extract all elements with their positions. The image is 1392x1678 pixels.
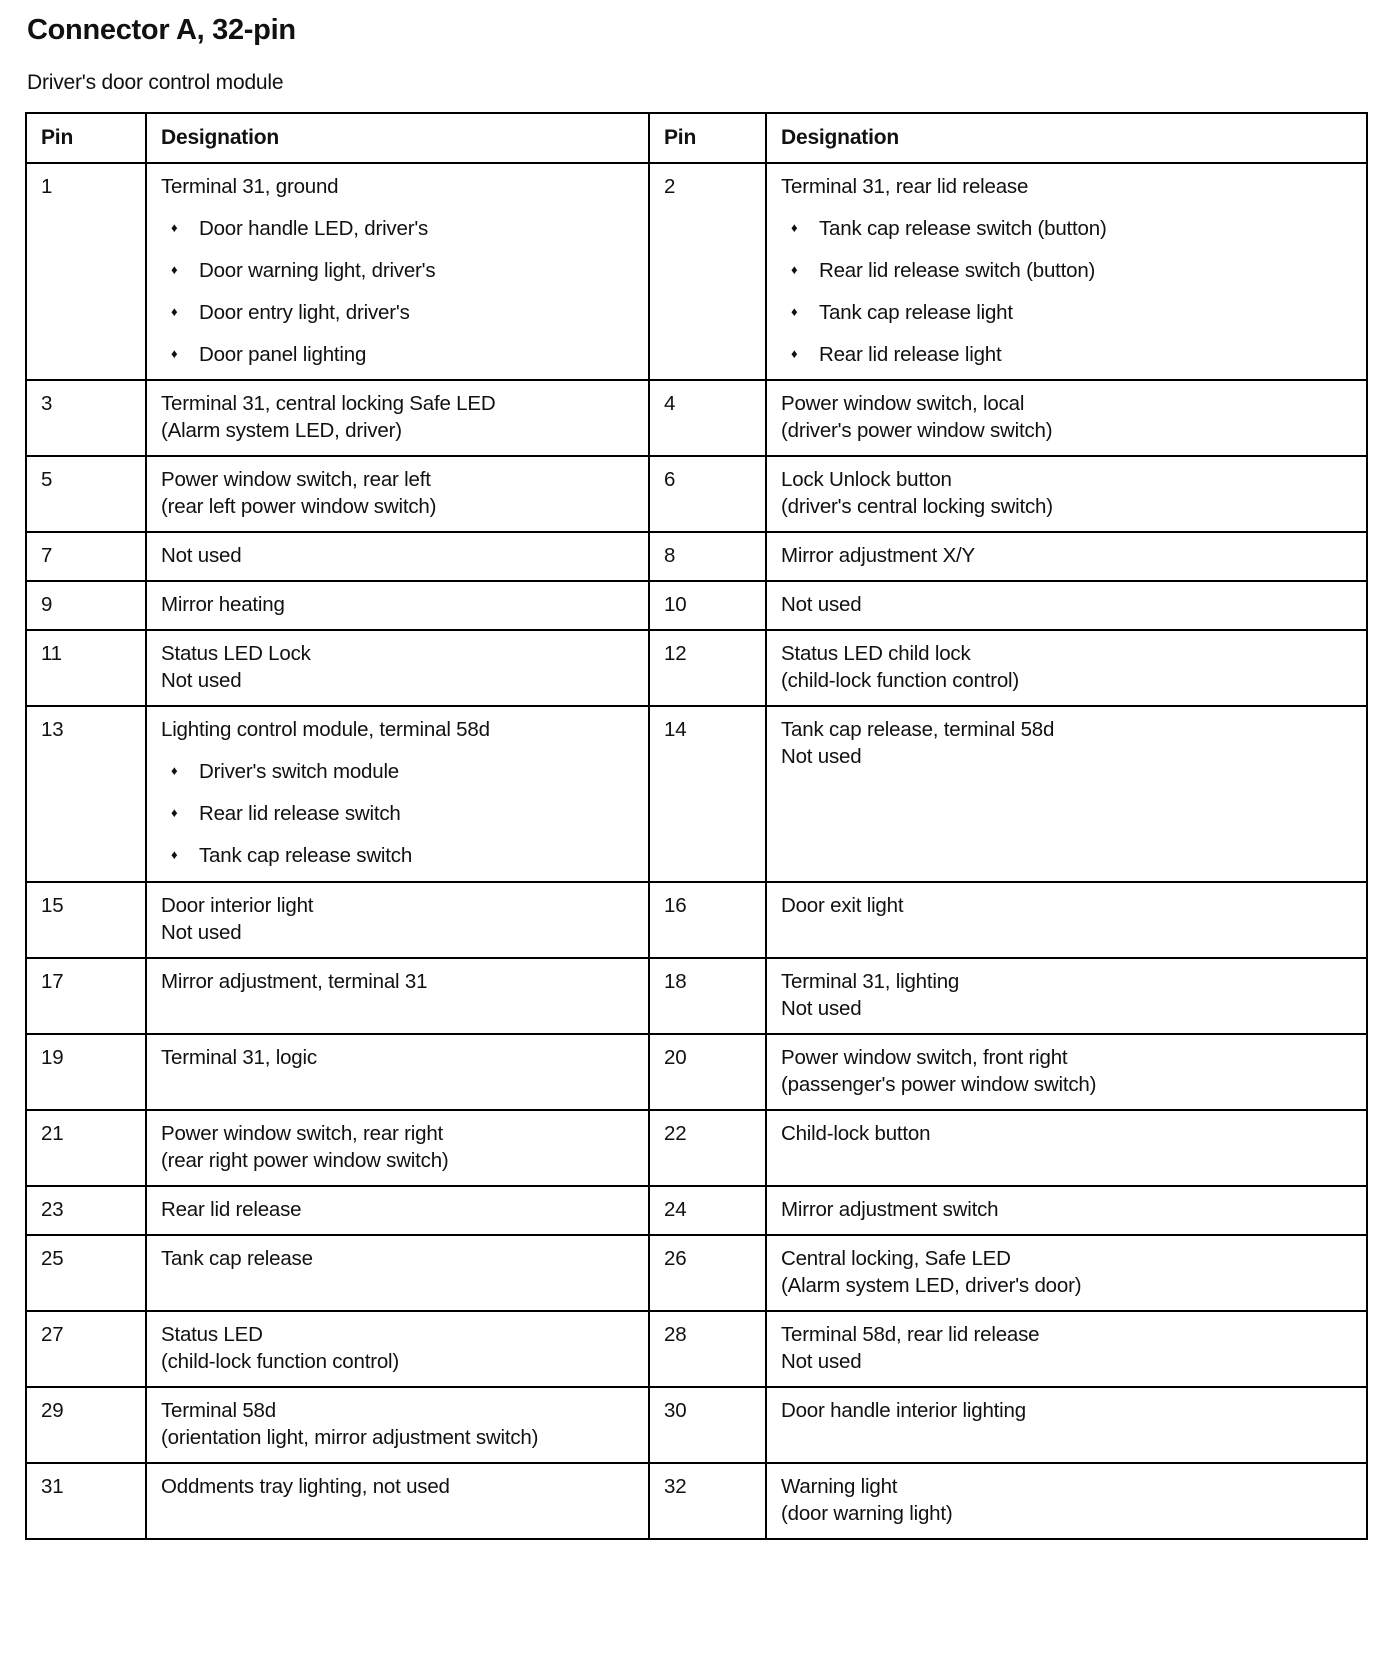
pin-number: 9 [26,581,146,630]
bullet-item [791,215,1354,242]
page [25,14,1368,1540]
bullet-item [171,758,636,785]
table-row [26,958,1367,1034]
designation-line: (Alarm system LED, driver's door) [781,1273,1082,1297]
pin-number: 26 [649,1235,766,1311]
designation-cell [766,958,1367,1034]
designation-cell [146,456,649,532]
pin-number: 14 [649,706,766,881]
designation-cell [766,1235,1367,1311]
designation-cell [766,706,1367,881]
designation-cell [766,581,1367,630]
pin-number: 30 [649,1387,766,1463]
table-row [26,380,1367,456]
designation-line: (orientation light, mirror adjustment switch) [161,1426,539,1450]
designation-line: Not used [781,745,862,769]
pin-number: 16 [649,882,766,958]
pin-number: 11 [26,630,146,706]
designation-cell [766,630,1367,706]
designation-line: Not used [781,1350,862,1374]
diamond-bullet-icon: ♦ [171,345,178,361]
designation-cell [146,1034,649,1110]
designation-line: Oddments tray lighting, not used [161,1475,450,1499]
designation-line: (driver's central locking switch) [781,495,1053,519]
designation-cell [146,1235,649,1311]
designation-line: Terminal 58d [161,1399,276,1423]
designation-cell [146,532,649,581]
designation-cell [766,1034,1367,1110]
table-row [26,630,1367,706]
designation-line: Not used [781,996,862,1020]
designation-line: (child-lock function control) [781,669,1020,693]
table-row [26,1186,1367,1235]
designation-line: Power window switch, local [781,391,1025,415]
designation-line: (rear right power window switch) [161,1148,449,1172]
bullet-label: Tank cap release switch (button) [819,216,1107,240]
designation-line: Terminal 31, lighting [781,969,960,993]
designation-cell [146,1387,649,1463]
page-title: Connector A, 32-pin [27,14,296,46]
pin-number: 4 [649,380,766,456]
bullet-item [791,299,1354,326]
pin-number: 20 [649,1034,766,1110]
diamond-bullet-icon: ♦ [171,219,178,235]
pin-number: 2 [649,163,766,380]
designation-cell [766,532,1367,581]
designation-cell [146,1311,649,1387]
designation-line: Door interior light [161,893,314,917]
designation-line: Rear lid release [161,1197,302,1221]
designation-cell [766,1110,1367,1186]
pin-number: 12 [649,630,766,706]
designation-cell [146,581,649,630]
designation-line: Lock Unlock button [781,468,952,492]
table-row [26,1463,1367,1539]
designation-line: (rear left power window switch) [161,495,437,519]
diamond-bullet-icon: ♦ [791,219,798,235]
designation-cell [766,163,1367,380]
pin-number: 1 [26,163,146,380]
pin-number: 17 [26,958,146,1034]
designation-line: (child-lock function control) [161,1350,400,1374]
pin-number: 10 [649,581,766,630]
pin-number: 7 [26,532,146,581]
table-row [26,706,1367,881]
pin-number: 22 [649,1110,766,1186]
designation-line: Terminal 31, central locking Safe LED [161,391,496,415]
designation-cell [146,882,649,958]
designation-line: Power window switch, rear left [161,468,431,492]
table-row [26,1311,1367,1387]
designation-line: Door exit light [781,893,904,917]
pin-number: 28 [649,1311,766,1387]
designation-line: Tank cap release, terminal 58d [781,718,1055,742]
bullet-label: Tank cap release light [819,300,1013,324]
bullet-item [791,341,1354,368]
designation-cell [766,1186,1367,1235]
table-body [26,163,1367,1540]
designation-cell [146,380,649,456]
diamond-bullet-icon: ♦ [791,261,798,277]
designation-line: Status LED child lock [781,642,971,666]
designation-line: Status LED Lock [161,642,311,666]
pin-number: 3 [26,380,146,456]
designation-line: Mirror adjustment switch [781,1197,999,1221]
bullet-label: Driver's switch module [199,760,400,784]
designation-cell [766,882,1367,958]
designation-line: Power window switch, rear right [161,1121,444,1145]
designation-line: Status LED [161,1323,263,1347]
table-header-row [26,113,1367,163]
bullet-label: Rear lid release switch (button) [819,258,1096,282]
designation-line: Terminal 31, rear lid release [781,174,1029,198]
designation-cell [146,1186,649,1235]
designation-line: Mirror adjustment, terminal 31 [161,969,428,993]
diamond-bullet-icon: ♦ [791,345,798,361]
designation-line: Terminal 31, ground [161,174,339,198]
table-row [26,163,1367,380]
table-row [26,1235,1367,1311]
designation-line: Not used [161,544,242,568]
pin-number: 5 [26,456,146,532]
diamond-bullet-icon: ♦ [171,303,178,319]
table-row [26,456,1367,532]
pin-number: 6 [649,456,766,532]
designation-cell [766,1387,1367,1463]
table-row [26,581,1367,630]
pin-number: 19 [26,1034,146,1110]
bullet-item [171,299,636,326]
pin-number: 21 [26,1110,146,1186]
pin-number: 25 [26,1235,146,1311]
designation-cell [146,1463,649,1539]
diamond-bullet-icon: ♦ [171,805,178,821]
header-pin-left: Pin [26,113,146,163]
designation-line: Lighting control module, terminal 58d [161,718,490,742]
designation-line: (door warning light) [781,1502,953,1526]
designation-line: Terminal 31, logic [161,1045,317,1069]
pin-number: 23 [26,1186,146,1235]
designation-line: Child-lock button [781,1121,931,1145]
designation-cell [146,958,649,1034]
bullet-label: Tank cap release switch [199,844,413,868]
designation-line: (Alarm system LED, driver) [161,419,402,442]
bullet-label: Door panel lighting [199,342,367,366]
bullet-item [171,800,636,827]
designation-cell [766,380,1367,456]
designation-line: Tank cap release [161,1246,313,1270]
designation-line: (passenger's power window switch) [781,1072,1097,1096]
bullet-label: Rear lid release switch [199,802,401,826]
diamond-bullet-icon: ♦ [171,763,178,779]
bullet-label: Door handle LED, driver's [199,216,429,240]
bullet-item [171,842,636,869]
designation-line: Warning light [781,1475,898,1499]
bullet-item [171,341,636,368]
designation-line: Power window switch, front right [781,1045,1068,1069]
page-subtitle: Driver's door control module [27,71,284,94]
pin-number: 8 [649,532,766,581]
bullet-label: Door entry light, driver's [199,300,410,324]
diamond-bullet-icon: ♦ [791,303,798,319]
bullet-item [791,257,1354,284]
designation-cell [766,1311,1367,1387]
pin-number: 31 [26,1463,146,1539]
bullet-label: Door warning light, driver's [199,258,436,282]
header-pin-right: Pin [649,113,766,163]
pin-number: 13 [26,706,146,881]
designation-line: (driver's power window switch) [781,419,1053,442]
pin-number: 29 [26,1387,146,1463]
pin-assignment-table [25,112,1368,1540]
pin-number: 32 [649,1463,766,1539]
pin-number: 27 [26,1311,146,1387]
designation-line: Door handle interior lighting [781,1399,1026,1423]
pin-number: 15 [26,882,146,958]
diamond-bullet-icon: ♦ [171,847,178,863]
table-row [26,1110,1367,1186]
table-row [26,882,1367,958]
table-row [26,532,1367,581]
diamond-bullet-icon: ♦ [171,261,178,277]
designation-cell [146,706,649,881]
pin-number: 24 [649,1186,766,1235]
bullet-item [171,257,636,284]
pin-number: 18 [649,958,766,1034]
bullet-item [171,215,636,242]
header-designation-right: Designation [766,113,1367,163]
header-designation-left: Designation [146,113,649,163]
bullet-label: Rear lid release light [819,342,1002,366]
designation-line: Mirror heating [161,593,285,617]
designation-line: Not used [161,669,242,693]
designation-line: Not used [781,593,862,617]
designation-cell [146,1110,649,1186]
designation-cell [146,630,649,706]
designation-line: Not used [161,920,242,944]
designation-cell [766,456,1367,532]
table-row [26,1034,1367,1110]
designation-cell [766,1463,1367,1539]
designation-line: Terminal 58d, rear lid release [781,1323,1040,1347]
designation-cell [146,163,649,380]
designation-line: Central locking, Safe LED [781,1246,1011,1270]
table-row [26,1387,1367,1463]
designation-line: Mirror adjustment X/Y [781,544,976,568]
